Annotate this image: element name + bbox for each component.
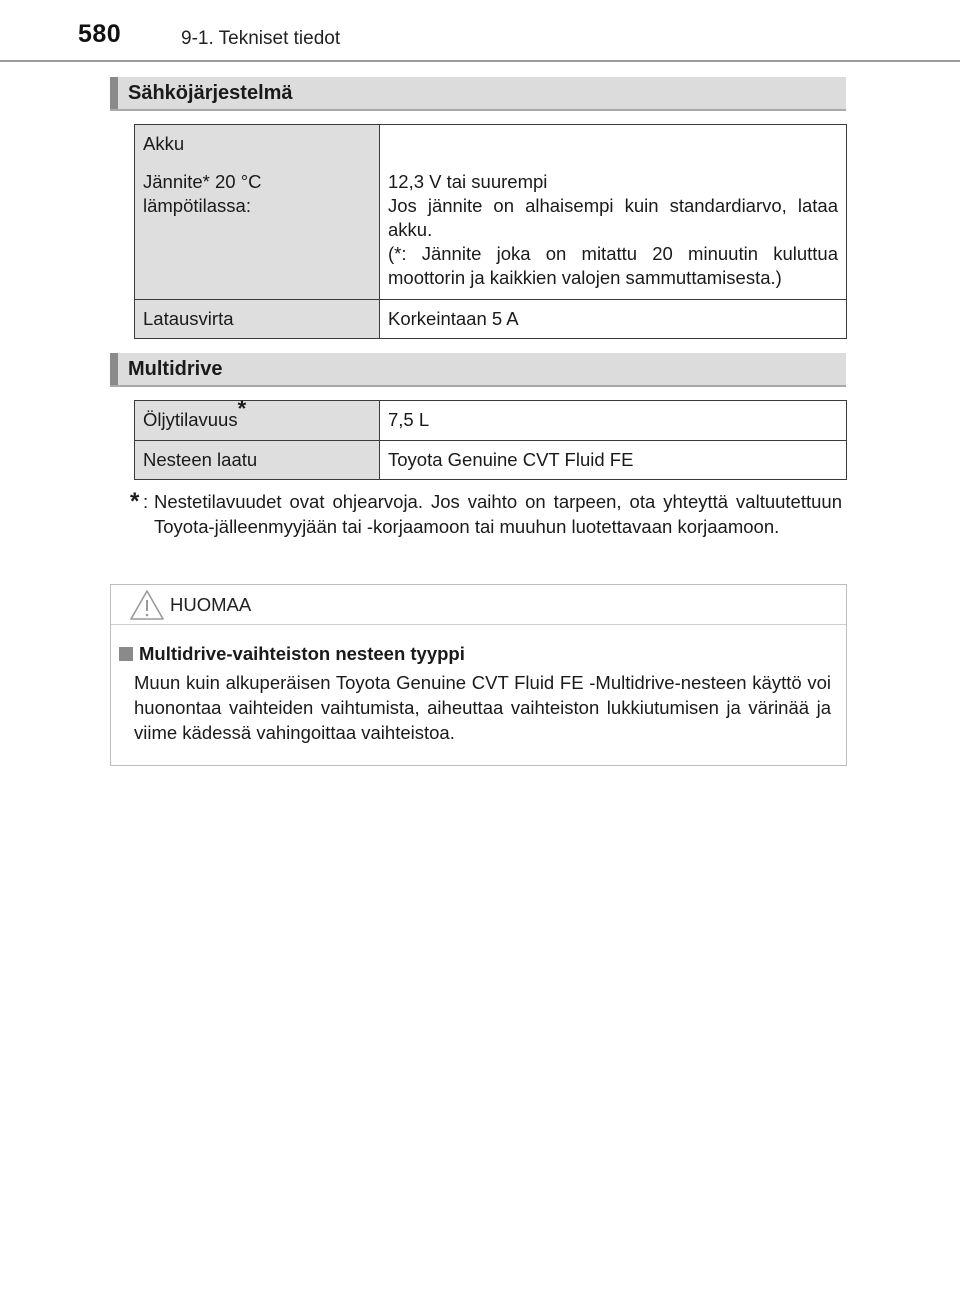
table-row: [135, 300, 847, 339]
section-heading-multidrive: [110, 353, 846, 387]
section-heading-bar: [110, 77, 118, 109]
current-value: Korkeintaan 5 A: [380, 300, 847, 339]
voltage-label: Jännite* 20 °C lämpötilassa:: [143, 171, 262, 216]
footnote: [130, 489, 842, 539]
table-row: [135, 125, 847, 300]
notice-subheading: [119, 643, 465, 665]
section-heading-label: Multidrive: [128, 358, 223, 380]
voltage-value: 12,3 V tai suurempi: [388, 171, 548, 192]
notice-subheading-text: Multidrive-vaihteiston nesteen tyyppi: [139, 643, 465, 664]
battery-key-cell: [135, 125, 380, 300]
notice-box: [110, 584, 847, 766]
table-row: [135, 441, 847, 480]
chapter-title: 9-1. Tekniset tiedot: [181, 28, 341, 49]
section-heading-label: Sähköjärjestelmä: [128, 82, 293, 104]
oil-capacity-key-cell: [135, 396, 380, 441]
fluid-quality-label: Nesteen laatu: [135, 441, 380, 480]
voltage-note: Jos jännite on alhaisempi kuin standardiarvo, lataa akku.: [388, 195, 838, 240]
voltage-footnote: (*: Jännite joka on mitattu 20 minuutin kuluttua moottorin ja kaikkien valojen sammuttamisesta.): [388, 243, 838, 288]
notice-text: Muun kuin alkuperäisen Toyota Genuine CVT Fluid FE -Multidrive-nesteen käyttö voi huonontaa vaihteiden vaihtumista, aiheuttaa vaihteiston lukkiutumisen ja värinää ja viime kädessä vahingoittaa vaihteistoa.: [134, 672, 831, 743]
notice-header: [111, 585, 846, 625]
current-label: Latausvirta: [135, 300, 380, 339]
square-bullet-icon: [119, 647, 133, 661]
fluid-quality-value: Toyota Genuine CVT Fluid FE: [380, 441, 847, 480]
oil-capacity-value: 7,5 L: [380, 401, 847, 441]
footnote-text: Nestetilavuudet ovat ohjearvoja. Jos vaihto on tarpeen, ota yhteyttä valtuutettuun Toyota-jälleenmyyjään tai -korjaamoon tai muuhun luotettavaan korjaamoon.: [154, 491, 842, 537]
page-header: [0, 0, 960, 62]
multidrive-spec-table: [134, 396, 847, 480]
electrical-spec-table: [134, 124, 847, 339]
notice-title: HUOMAA: [170, 594, 252, 615]
table-row: [135, 401, 847, 441]
header-rule: [0, 60, 960, 62]
footnote-star: *: [130, 488, 140, 515]
battery-label: Akku: [143, 133, 185, 154]
page-number: 580: [78, 20, 122, 48]
section-heading-electrical: [110, 77, 846, 111]
battery-value-cell: [380, 125, 847, 300]
footnote-star: *: [237, 396, 247, 421]
footnote-colon: :: [143, 491, 149, 512]
oil-capacity-label: Öljytilavuus: [143, 409, 238, 430]
section-heading-bar: [110, 353, 118, 385]
warning-triangle-icon: [129, 589, 165, 621]
